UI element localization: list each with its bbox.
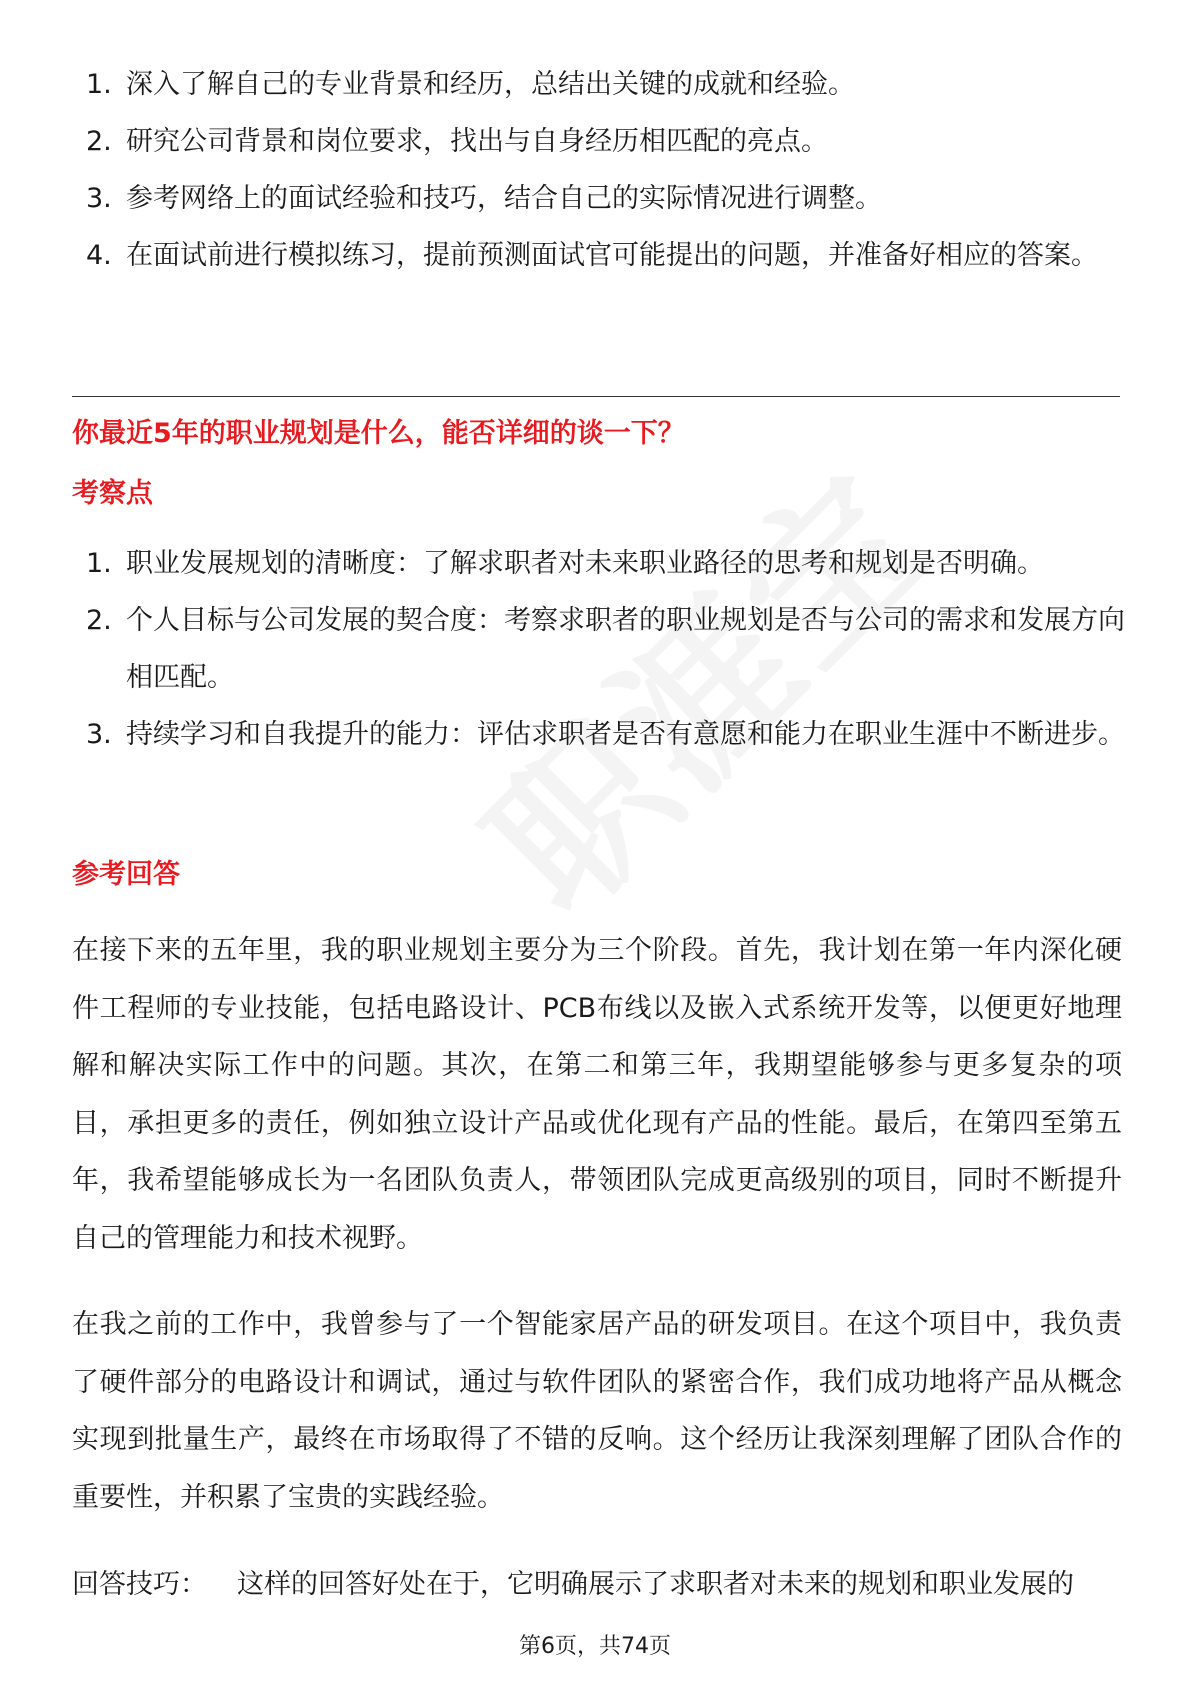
answer-heading: 参考回答 — [72, 859, 180, 890]
page-number: 第6页，共74页 — [519, 1634, 671, 1659]
list-text: 深入了解自己的专业背景和经历，总结出关键的成就和经验。 — [126, 69, 855, 100]
list-item — [72, 706, 1132, 763]
tip-text: 这样的回答好处在于，它明确展示了求职者对未来的规划和职业发展的 — [237, 1569, 1074, 1600]
preparation-list — [72, 56, 1132, 284]
answer-tip — [72, 1556, 1132, 1613]
list-item — [72, 535, 1132, 592]
list-number: 2. — [86, 605, 112, 636]
list-number: 3. — [86, 183, 112, 214]
list-item — [72, 592, 1132, 706]
list-item — [72, 56, 1132, 113]
list-text: 个人目标与公司发展的契合度：考察求职者的职业规划是否与公司的需求和发展方向相匹配。 — [126, 605, 1125, 693]
focus-list — [72, 535, 1132, 763]
list-item — [72, 113, 1132, 170]
list-text: 职业发展规划的清晰度：了解求职者对未来职业路径的思考和规划是否明确。 — [126, 548, 1044, 579]
section-divider — [72, 396, 1120, 397]
list-text: 在面试前进行模拟练习，提前预测面试官可能提出的问题，并准备好相应的答案。 — [126, 240, 1098, 271]
list-number: 4. — [86, 240, 112, 271]
list-number: 1. — [86, 69, 112, 100]
answer-paragraph: 在接下来的五年里，我的职业规划主要分为三个阶段。首先，我计划在第一年内深化硬件工程师的专业技能，包括电路设计、PCB布线以及嵌入式系统开发等，以便更好地理解和解决实际工作中的问题。其次，在第二和第三年，我期望能够参与更多复杂的项目，承担更多的责任，例如独立设计产品或优化现有产品的性能。最后，在第四至第五年，我希望能够成长为一名团队负责人，带领团队完成更高级别的项目，同时不断提升自己的管理能力和技术视野。 — [72, 935, 1122, 1254]
list-item — [72, 170, 1132, 227]
list-text: 研究公司背景和岗位要求，找出与自身经历相匹配的亮点。 — [126, 126, 828, 157]
list-text: 持续学习和自我提升的能力：评估求职者是否有意愿和能力在职业生涯中不断进步。 — [126, 719, 1125, 750]
tip-label: 回答技巧： — [72, 1569, 207, 1600]
list-number: 1. — [86, 548, 112, 579]
list-item — [72, 227, 1132, 284]
list-number: 2. — [86, 126, 112, 157]
list-text: 参考网络上的面试经验和技巧，结合自己的实际情况进行调整。 — [126, 183, 882, 214]
list-number: 3. — [86, 719, 112, 750]
question-title: 你最近5年的职业规划是什么，能否详细的谈一下？ — [72, 418, 685, 449]
answer-paragraph: 在我之前的工作中，我曾参与了一个智能家居产品的研发项目。在这个项目中，我负责了硬件部分的电路设计和调试，通过与软件团队的紧密合作，我们成功地将产品从概念实现到批量生产，最终在市场取得了不错的反响。这个经历让我深刻理解了团队合作的重要性，并积累了宝贵的实践经验。 — [72, 1309, 1122, 1513]
focus-heading: 考察点 — [72, 478, 153, 509]
